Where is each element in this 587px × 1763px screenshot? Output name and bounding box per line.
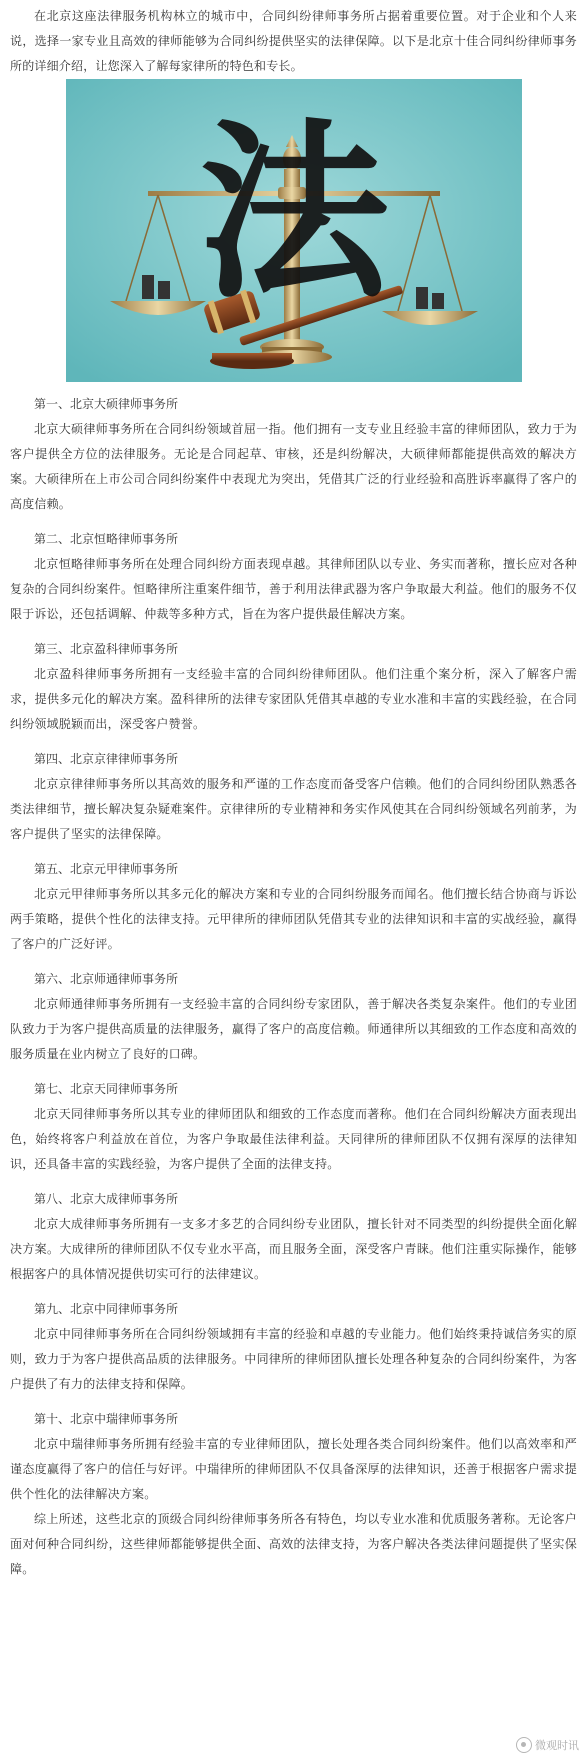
firm-section: [10, 392, 577, 517]
firm-heading: 第十、北京中瑞律师事务所: [34, 1412, 179, 1426]
firm-description: 北京大成律师事务所拥有一支多才多艺的合同纠纷专业团队，擅长针对不同类型的纠纷提供全面化解决方案。大成律所的律师团队不仅专业水平高，而且服务全面，深受客户青睐。他们注重实际操作，能够根据客户的具体情况提供切实可行的法律建议。: [10, 1217, 577, 1281]
firm-description: 北京恒略律师事务所在处理合同纠纷方面表现卓越。其律师团队以专业、务实而著称，擅长应对各种复杂的合同纠纷案件。恒略律所注重案件细节，善于利用法律武器为客户争取最大利益。他们的服务不仅限于诉讼，还包括调解、仲裁等多种方式，旨在为客户提供最佳解决方案。: [10, 557, 577, 621]
firm-section: [10, 1187, 577, 1287]
firm-heading: 第九、北京中同律师事务所: [34, 1302, 179, 1316]
firm-section: [10, 857, 577, 957]
firm-heading: 第一、北京大硕律师事务所: [34, 397, 179, 411]
firm-section: [10, 1297, 577, 1397]
firm-description: 北京盈科律师事务所拥有一支经验丰富的合同纠纷律师团队。他们注重个案分析，深入了解客户需求，提供多元化的解决方案。盈科律所的法律专家团队凭借其卓越的专业水准和丰富的实践经验，在合同纠纷领域脱颖而出，深受客户赞誉。: [10, 667, 577, 731]
firm-heading: 第六、北京师通律师事务所: [34, 972, 179, 986]
conclusion-paragraph: 综上所述，这些北京的顶级合同纠纷律师事务所各有特色，均以专业水准和优质服务著称。无论客户面对何种合同纠纷，这些律师都能够提供全面、高效的法律支持，为客户解决各类法律问题提供了坚实保障。: [10, 1512, 577, 1576]
firm-heading: 第五、北京元甲律师事务所: [34, 862, 179, 876]
firm-heading: 第七、北京天同律师事务所: [34, 1082, 179, 1096]
firm-section: [10, 1077, 577, 1177]
firm-description: 北京中同律师事务所在合同纠纷领域拥有丰富的经验和卓越的专业能力。他们始终秉持诚信务实的原则，致力于为客户提供高品质的法律服务。中同律所的律师团队擅长处理各种复杂的合同纠纷案件，为客户提供了有力的法律支持和保障。: [10, 1327, 577, 1391]
firm-section: [10, 637, 577, 737]
firm-heading: 第八、北京大成律师事务所: [34, 1192, 179, 1206]
firm-heading: 第二、北京恒略律师事务所: [34, 532, 179, 546]
firm-description: 北京师通律师事务所拥有一支经验丰富的合同纠纷专家团队，善于解决各类复杂案件。他们的专业团队致力于为客户提供高质量的法律服务，赢得了客户的高度信赖。师通律所以其细致的工作态度和高效的服务质量在业内树立了良好的口碑。: [10, 997, 577, 1061]
firm-description: 北京大硕律师事务所在合同纠纷领域首屈一指。他们拥有一支专业且经验丰富的律师团队，致力于为客户提供全方位的法律服务。无论是合同起草、审核，还是纠纷解决，大硕律师都能提供高效的解决方案。大硕律所在上市公司合同纠纷案件中表现尤为突出，凭借其广泛的行业经验和高胜诉率赢得了客户的高度信赖。: [10, 422, 577, 511]
firm-section: [10, 1407, 577, 1507]
watermark-text: 微观时讯: [535, 1739, 579, 1752]
firm-section: [10, 747, 577, 847]
watermark: [516, 1737, 579, 1753]
firm-heading: 第三、北京盈科律师事务所: [34, 642, 179, 656]
intro-paragraph: 在北京这座法律服务机构林立的城市中，合同纠纷律师事务所占据着重要位置。对于企业和个人来说，选择一家专业且高效的律师能够为合同纠纷提供坚实的法律保障。以下是北京十佳合同纠纷律师事务所的详细介绍，让您深入了解每家律所的特色和专长。: [10, 9, 577, 73]
firm-description: 北京中瑞律师事务所拥有经验丰富的专业律师团队，擅长处理各类合同纠纷案件。他们以高效率和严谨态度赢得了客户的信任与好评。中瑞律所的律师团队不仅具备深厚的法律知识，还善于根据客户需求提供个性化的法律解决方案。: [10, 1437, 577, 1501]
firm-section: [10, 527, 577, 627]
watermark-logo-icon: [516, 1737, 532, 1753]
firm-list: [10, 392, 577, 1507]
firm-heading: 第四、北京京律律师事务所: [34, 752, 179, 766]
hero-image-law-scales: [66, 79, 522, 382]
firm-section: [10, 967, 577, 1067]
firm-description: 北京天同律师事务所以其专业的律师团队和细致的工作态度而著称。他们在合同纠纷解决方面表现出色，始终将客户利益放在首位，为客户争取最佳法律利益。天同律所的律师团队不仅拥有深厚的法律知识，还具备丰富的实践经验，为客户提供了全面的法律支持。: [10, 1107, 577, 1171]
firm-description: 北京元甲律师事务所以其多元化的解决方案和专业的合同纠纷服务而闻名。他们擅长结合协商与诉讼两手策略，提供个性化的法律支持。元甲律所的律师团队凭借其专业的法律知识和丰富的实战经验，赢得了客户的广泛好评。: [10, 887, 577, 951]
hero-glyph: 法: [198, 101, 390, 324]
firm-description: 北京京律律师事务所以其高效的服务和严谨的工作态度而备受客户信赖。他们的合同纠纷团队熟悉各类法律细节，擅长解决复杂疑难案件。京律律所的专业精神和务实作风使其在合同纠纷领域名列前茅，为客户提供了坚实的法律保障。: [10, 777, 577, 841]
